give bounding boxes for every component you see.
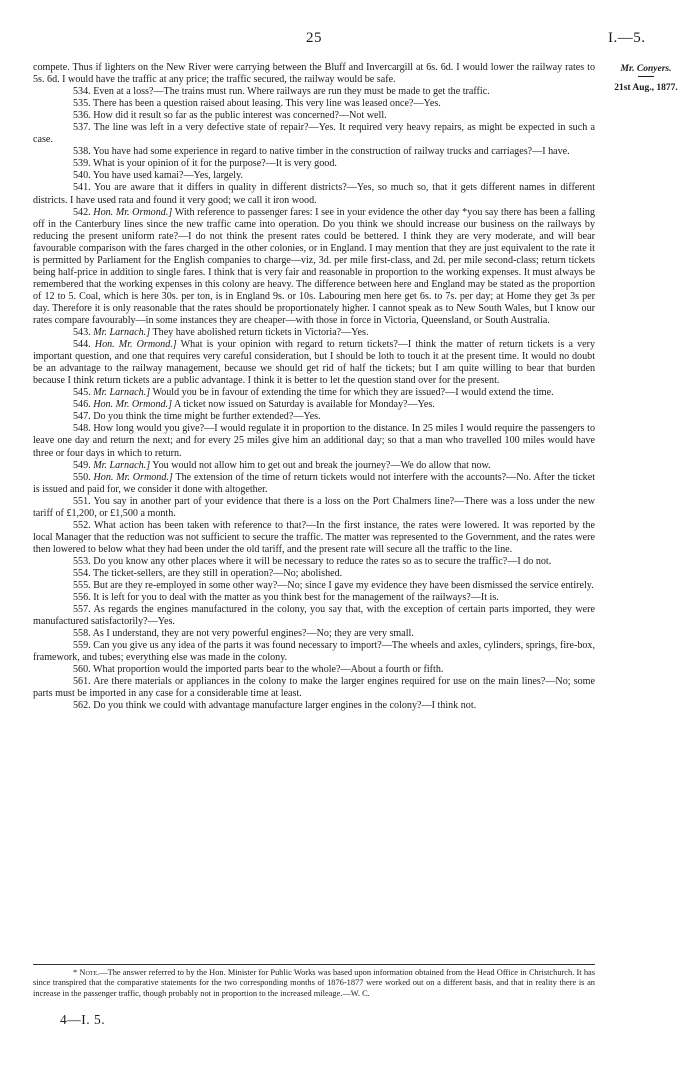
- question-number: 545.: [73, 387, 91, 399]
- question-paragraph: [33, 423, 595, 459]
- paragraph-text: 535. There has been a question raised about leasing. This very line was leased once?—Yes.: [73, 98, 441, 110]
- question-paragraph: [33, 146, 595, 158]
- question-paragraph: [33, 158, 595, 170]
- question-paragraph: [33, 568, 595, 580]
- paragraph-text: They have abolished return tickets in Victoria?—Yes.: [152, 327, 369, 339]
- question-number: 546.: [73, 399, 91, 411]
- paragraph-text: 537. The line was left in a very defective state of repair?—Yes. It required very heavy repairs, as might be expected in such a case.: [33, 122, 595, 146]
- paragraph-text: 552. What action has been taken with reference to that?—In the first instance, the rates were lowered. It was reported by the local Manager that the reduction was not sufficient to secure the traffic. The matter was represented to the Government, and the rates were then lowered to below what they had been under the old tariff, and the present rate will secure all the traffic to the line.: [33, 519, 595, 555]
- question-paragraph: [33, 676, 595, 700]
- question-paragraph: [33, 207, 595, 327]
- footnote-label: * Note.: [73, 968, 100, 977]
- question-number: 542.: [73, 206, 91, 218]
- paragraph-text: With reference to passenger fares: I see in your evidence the other day *you say there has been a falling off in the Canterbury lines since the new traffic came into operation. Do you think we should increase our business on the railways by reducing the present uniform rate?—I do not think the present rates could be bettered. I think they are very moderate, and will bear favourable comparison with the fares charged in the other colonies, or in England. I may mention that they are just equivalent to the rate it is permitted by Parliament for the English companies to charge—viz, 3d. per mile first-class, and 2d. per mile second-class; return tickets being half-price in addition to single fares. I think that is very fair and reasonable in proportion to the working expenses. It must always be remembered that the working expenses in this colony are heavy. The difference between here and England may be stated as the proportion of 12 to 5. Coal, which is here 30s. per ton, is in England 9s. or 10s. Labouring men here get 6s. to 7s. per day; at Home they get 3s per day. Therefore it is only reasonable that the rates should be proportionately higher. I cannot speak as to New South Wales, but I know our rates compare favourably—in some instances they are cheaper—with those in force in Victoria, Queensland, or South Australia.: [33, 206, 596, 326]
- document-reference: I.—5.: [608, 30, 646, 46]
- paragraph-text: 540. You have used kamai?—Yes, largely.: [73, 170, 243, 182]
- margin-divider: [638, 76, 654, 82]
- question-paragraph: [33, 664, 595, 676]
- paragraph-text: 562. Do you think we could with advantage manufacture larger engines in the colony?—I think not.: [73, 700, 477, 712]
- question-paragraph: [33, 327, 595, 339]
- paragraph-text: 554. The ticket-sellers, are they still in operation?—No; abolished.: [73, 567, 343, 579]
- question-number: 550.: [73, 471, 91, 483]
- signature-mark: 4—I. 5.: [60, 1012, 106, 1027]
- continued-paragraph: [33, 62, 595, 86]
- speaker-label: Hon. Mr. Ormond.]: [94, 339, 177, 351]
- paragraph-text: compete. Thus if lighters on the New River were carrying between the Bluff and Invercargill at 6s. 6d. I would lower the railway rates to 5s. 6d. I would have the traffic at any price; the traffic secured, the railway would be safe.: [33, 62, 595, 86]
- paragraph-text: 558. As I understand, they are not very powerful engines?—No; they are very small.: [73, 628, 414, 640]
- question-paragraph: [33, 411, 595, 423]
- question-paragraph: [33, 110, 595, 122]
- question-paragraph: [33, 387, 595, 399]
- speaker-label: Hon. Mr. Ormond.]: [93, 471, 173, 483]
- question-paragraph: [33, 460, 595, 472]
- question-paragraph: [33, 182, 595, 206]
- question-paragraph: [33, 592, 595, 604]
- question-paragraph: [33, 86, 595, 98]
- paragraph-text: 561. Are there materials or appliances in the colony to make the larger engines required for use on the main lines?—No; some parts must be imported in any case for a considerable time at least.: [33, 676, 595, 700]
- question-paragraph: [33, 628, 595, 640]
- speaker-label: Hon. Mr. Ormond.]: [93, 206, 173, 218]
- question-paragraph: [33, 496, 595, 520]
- question-paragraph: [33, 520, 595, 556]
- question-paragraph: [33, 700, 595, 712]
- question-paragraph: [33, 472, 595, 496]
- paragraph-text: 536. How did it result so far as the public interest was concerned?—Not well.: [73, 110, 387, 122]
- question-paragraph: [33, 399, 595, 411]
- question-paragraph: [33, 170, 595, 182]
- paragraph-text: 551. You say in another part of your evidence that there is a loss on the Port Chalmers line?—There was a loss under the new tariff of £1,200, or £1,500 a month.: [33, 495, 595, 519]
- paragraph-text: You would not allow him to get out and break the journey?—We do allow that now.: [152, 459, 491, 471]
- speaker-label: Mr. Larnach.]: [93, 387, 151, 399]
- paragraph-text: 560. What proportion would the imported parts bear to the whole?—About a fourth or fifth.: [73, 664, 444, 676]
- paragraph-text: 559. Can you give us any idea of the parts it was found necessary to import?—The wheels and axles, cylinders, springs, fire-box, framework, and tubes; everything else was made in the colony.: [33, 640, 595, 664]
- question-paragraph: [33, 98, 595, 110]
- paragraph-text: 547. Do you think the time might be further extended?—Yes.: [73, 411, 321, 423]
- footnote: [33, 968, 595, 999]
- paragraph-text: 557. As regards the engines manufactured in the colony, you say that, with the exception of certain parts imported, they were manufactured satisfactorily?—Yes.: [33, 604, 595, 628]
- testimony-body: [33, 62, 595, 713]
- speaker-label: Hon. Mr. Ormond.]: [93, 399, 172, 411]
- margin-note: [598, 64, 694, 94]
- question-paragraph: [33, 580, 595, 592]
- paragraph-text: 553. Do you know any other places where it will be necessary to reduce the rates so as to secure the traffic?—I do not.: [73, 555, 552, 567]
- page-number: 25: [306, 30, 322, 46]
- paragraph-text: What is your opinion with regard to return tickets?—I think the matter of return tickets is a very important question, and one that requires very careful consideration, but I should be loth to touch it at the present time. It would no doubt be an advantage to the railway management, because we should get rid of half the tickets; but I am quite willing to bear that burden because I think return tickets are a public advantage. I think it is better to let the question stand over for the present.: [33, 339, 596, 387]
- margin-witness: Mr. Conyers.: [620, 64, 672, 74]
- question-number: 549.: [73, 459, 91, 471]
- paragraph-text: 539. What is your opinion of it for the purpose?—It is very good.: [73, 158, 337, 170]
- paragraph-text: Would you be in favour of extending the time for which they are issued?—I would extend the time.: [152, 387, 554, 399]
- question-paragraph: [33, 339, 595, 387]
- question-paragraph: [33, 122, 595, 146]
- footnote-rule: [33, 964, 595, 965]
- paragraph-text: 548. How long would you give?—I would regulate it in proportion to the distance. In 25 miles I would require the passengers to leave one day and return the next; and for every 25 miles give him an additional day; so that a man who travelled 100 miles would have three or four days in which to return.: [33, 423, 595, 459]
- paragraph-text: 541. You are aware that it differs in quality in different districts?—Yes, so much so, that it gets different names in different districts. I have used rata and found it very good; we call it iron wood.: [33, 182, 595, 206]
- question-paragraph: [33, 604, 595, 628]
- paragraph-text: 534. Even at a loss?—The trains must run. Where railways are run they must be made to get the traffic.: [73, 86, 490, 98]
- paragraph-text: The extension of the time of return tickets would not interfere with the accounts?—No. After the ticket is issued and paid for, we consider it done with altogether.: [33, 471, 596, 495]
- question-number: 543.: [73, 327, 91, 339]
- question-paragraph: [33, 640, 595, 664]
- footnote-text: —The answer referred to by the Hon. Minister for Public Works was based upon information obtained from the Head Office in Christchurch. It has since transpired that the comparative statements for the two corresponding months of 1876-1877 were worked out on a different basis, and that in reality there is an increase in the passenger traffic, though probably not in proportion to the increased mileage.—W. C.: [33, 968, 595, 998]
- speaker-label: Mr. Larnach.]: [93, 459, 151, 471]
- speaker-label: Mr. Larnach.]: [93, 327, 151, 339]
- paragraph-text: A ticket now issued on Saturday is available for Monday?—Yes.: [173, 399, 435, 411]
- question-paragraph: [33, 556, 595, 568]
- paragraph-text: 556. It is left for you to deal with the matter as you think best for the management of the railways?—It is.: [73, 592, 499, 604]
- paragraph-text: 538. You have had some experience in regard to native timber in the construction of railway trucks and carriages?—I have.: [73, 146, 570, 158]
- question-number: 544.: [73, 339, 91, 351]
- paragraph-text: 555. But are they re-employed in some other way?—No; since I gave my evidence they have been dismissed the service entirely.: [73, 580, 594, 592]
- margin-date: 21st Aug., 1877.: [614, 83, 678, 93]
